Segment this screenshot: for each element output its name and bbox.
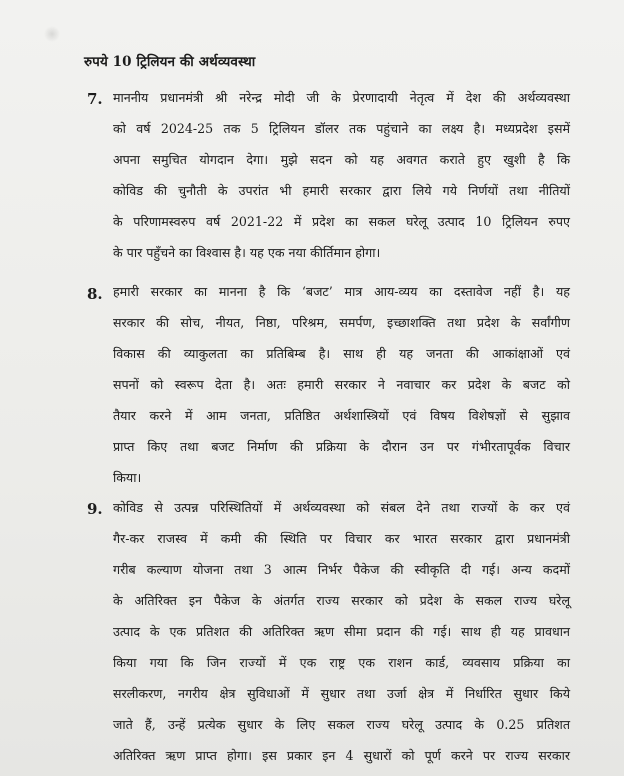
paragraph-line: सरकार की सोच, नीयत, निष्ठा, परिश्रम, समर्पण, इच्छाशक्ति तथा प्रदेश के सर्वांगीण (113, 315, 570, 330)
paragraph-line: माननीय प्रधानमंत्री श्री नरेन्द्र मोदी जी के प्रेरणादायी नेतृत्व में देश की अर्थव्यवस्था (113, 90, 570, 105)
paragraph-line: अतिरिक्त ऋण प्राप्त होगा। इस प्रकार इन 4 सुधारों को पूर्ण करने पर राज्य सरकार (113, 748, 570, 763)
paragraph-line: के अतिरिक्त इन पैकेज के अंतर्गत राज्य सरकार को प्रदेश के सकल राज्य घरेलू (113, 593, 570, 608)
paragraph-line: कोविड की चुनौती के उपरांत भी हमारी सरकार द्वारा लिये गये निर्णयों तथा नीतियों (113, 183, 570, 198)
paragraph-line: विकास की व्याकुलता का प्रतिबिम्ब है। साथ ही यह जनता की आकांक्षाओं एवं (113, 346, 570, 361)
paragraph-line: जाते हैं, उन्हें प्रत्येक सुधार के लिए सकल राज्य घरेलू उत्पाद के 0.25 प्रतिशत (113, 717, 570, 732)
paragraph-number: 7. (87, 90, 103, 108)
paragraph-number: 9. (87, 500, 103, 518)
paragraph-line: किया। (113, 470, 142, 485)
paragraph-line: के परिणामस्वरुप वर्ष 2021-22 में प्रदेश का सकल घरेलू उत्पाद 10 ट्रिलियन रुपए (113, 214, 570, 229)
paragraph-line: अपना समुचित योगदान देगा। मुझे सदन को यह अवगत कराते हुए खुशी है कि (113, 152, 570, 167)
paragraph-line: गैर-कर राजस्व में कमी की स्थिति पर विचार कर भारत सरकार द्वारा प्रधानमंत्री (113, 531, 570, 546)
paragraph-line: के पार पहुँचने का विश्वास है। यह एक नया कीर्तिमान होगा। (113, 245, 381, 260)
paragraph-line: हमारी सरकार का मानना है कि ‘बजट’ मात्र आय-व्यय का दस्तावेज नहीं है। यह (113, 284, 570, 299)
section-heading: रुपये 10 ट्रिलियन की अर्थव्यवस्था (84, 54, 256, 70)
paragraph-number: 8. (87, 285, 103, 303)
scan-smudge (44, 26, 60, 42)
paragraph-line: सपनों को स्वरूप देता है। अतः हमारी सरकार ने नवाचार कर प्रदेश के बजट को (113, 377, 570, 392)
paragraph-line: प्राप्त किए तथा बजट निर्माण की प्रक्रिया के दौरान उन पर गंभीरतापूर्वक विचार (113, 439, 570, 454)
paragraph-line: सरलीकरण, नगरीय क्षेत्र सुविधाओं में सुधार तथा उर्जा क्षेत्र में निर्धारित सुधार किये (113, 686, 570, 701)
paragraph-line: कोविड से उत्पन्न परिस्थितियों में अर्थव्यवस्था को संबल देने तथा राज्यों के कर एवं (113, 500, 570, 515)
paragraph-line: तैयार करने में आम जनता, प्रतिष्ठित अर्थशास्त्रियों एवं विषय विशेषज्ञों से सुझाव (113, 408, 570, 423)
paragraph-line: किया गया कि जिन राज्यों में एक राष्ट्र एक राशन कार्ड, व्यवसाय प्रक्रिया का (113, 655, 570, 670)
paragraph-line: गरीब कल्याण योजना तथा 3 आत्म निर्भर पैकेज की स्वीकृति दी गई। अन्य कदमों (113, 562, 570, 577)
paragraph-line: उत्पाद के एक प्रतिशत की अतिरिक्त ऋण सीमा प्रदान की गई। साथ ही यह प्रावधान (113, 624, 570, 639)
paragraph-line: को वर्ष 2024-25 तक 5 ट्रिलियन डॉलर तक पहुंचाने का लक्ष्य है। मध्यप्रदेश इसमें (113, 121, 570, 136)
